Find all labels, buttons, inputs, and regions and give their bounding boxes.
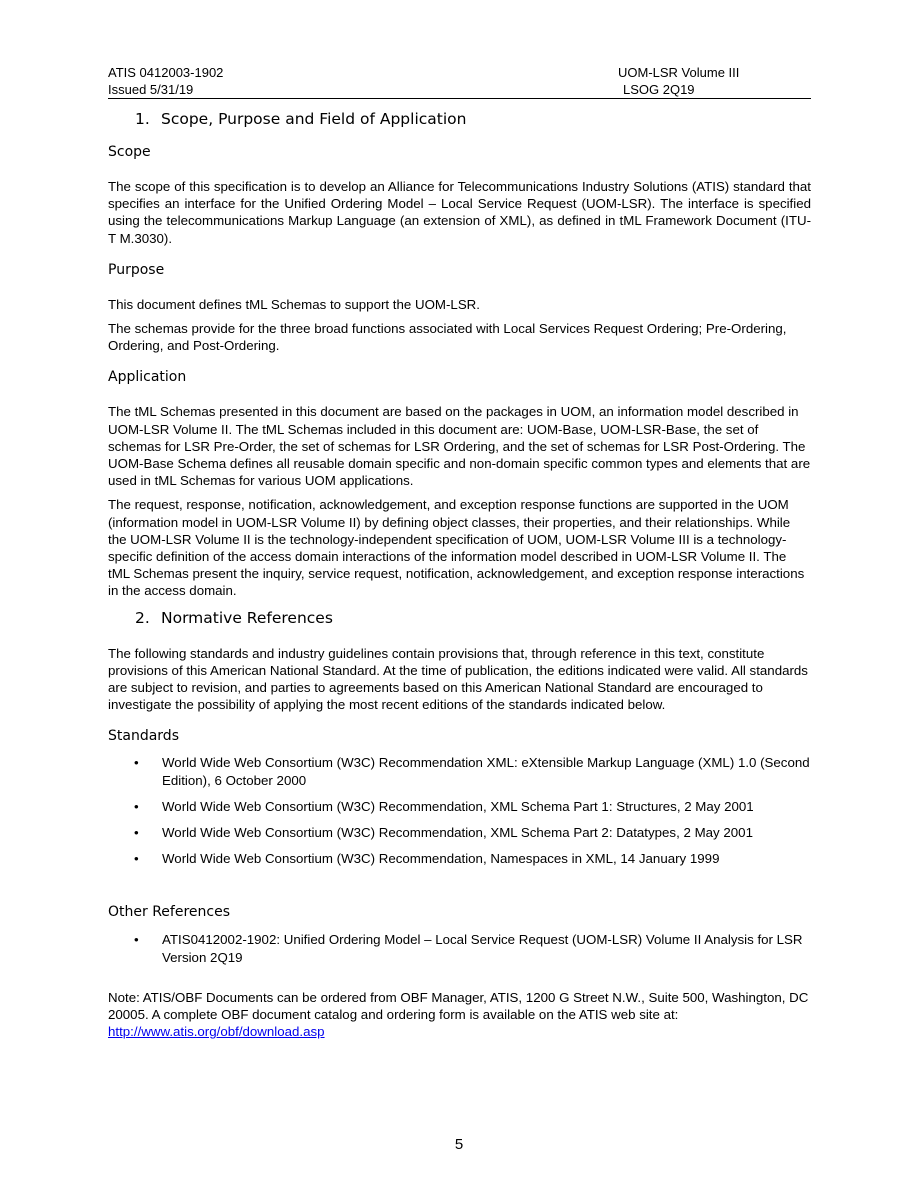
standard-text: World Wide Web Consortium (W3C) Recommendation XML: eXtensible Markup Language (XML) 1.0 (Second Edition), 6 October 2000 <box>162 755 810 788</box>
release-label: LSOG 2Q19 <box>623 82 695 97</box>
header-left <box>108 64 223 98</box>
standard-text: World Wide Web Consortium (W3C) Recommendation, Namespaces in XML, 14 January 1999 <box>162 851 720 867</box>
standard-text: World Wide Web Consortium (W3C) Recommendation, XML Schema Part 1: Structures, 2 May 2001 <box>162 798 754 814</box>
page-number: 5 <box>454 1136 464 1153</box>
purpose-paragraph-2: The schemas provide for the three broad functions associated with Local Services Request Ordering; Pre-Ordering, Ordering, and Post-Ordering. <box>108 321 787 354</box>
list-item <box>108 931 811 965</box>
list-item <box>108 754 811 788</box>
references-intro: The following standards and industry guidelines contain provisions that, through reference in this text, constitute provisions of this American National Standard. At the time of publication, the editions indicated were valid. All standards are subject to revision, and parties to agreements based on this American National Standard are encouraged to investigate the possibility of applying the most recent editions of the standards indicated below. <box>108 645 808 713</box>
issued-date: Issued 5/31/19 <box>108 82 194 97</box>
document-page <box>108 64 811 1041</box>
section-2-title: Normative References <box>161 608 333 627</box>
scope-heading: Scope <box>108 144 151 160</box>
bullet-icon: • <box>134 932 139 948</box>
bullet-icon: • <box>134 755 139 771</box>
standards-heading: Standards <box>108 728 179 745</box>
application-paragraph-2: The request, response, notification, acknowledgement, and exception response functions are supported in the UOM (information model in UOM-LSR Volume II) by defining object classes, their properties, and their relationships. While the UOM-LSR Volume II is the technology-independent specification of UOM, UOM-LSR Volume III is a technology-specific definition of the access domain interactions of the information model described in UOM-LSR Volume II. The tML Schemas present the inquiry, service request, notification, acknowledgement, and exception response interactions in the access domain. <box>108 497 805 599</box>
application-paragraph-1: The tML Schemas presented in this document are based on the packages in UOM, an information model described in UOM-LSR Volume II. The tML Schemas included in this document are: UOM-Base, UOM-LSR-Base, the set of schemas for LSR Pre-Order, the set of schemas for LSR Ordering, and the set of schemas for LSR Post-Ordering. The UOM-Base Schema defines all reusable domain specific and non-domain specific common types and elements that are used in tML Schemas for various UOM applications. <box>108 404 811 489</box>
list-item <box>108 850 811 867</box>
volume-title: UOM-LSR Volume III <box>618 65 740 80</box>
section-2-number: 2. <box>135 608 150 627</box>
list-item <box>108 798 811 815</box>
section-1-title: Scope, Purpose and Field of Application <box>161 110 467 128</box>
doc-id: ATIS 0412003-1902 <box>108 65 224 80</box>
download-link[interactable]: http://www.atis.org/obf/download.asp <box>108 1024 325 1040</box>
bullet-icon: • <box>134 825 139 841</box>
header-right <box>618 64 739 98</box>
application-heading: Application <box>108 369 187 386</box>
note-paragraph <box>108 989 811 1041</box>
page-header <box>108 64 811 99</box>
bullet-icon: • <box>134 798 139 814</box>
section-1-number: 1. <box>135 110 150 128</box>
other-references-list <box>108 931 811 965</box>
section-1-heading <box>135 109 811 129</box>
bullet-icon: • <box>134 851 139 867</box>
section-2-heading <box>135 608 811 628</box>
scope-paragraph: The scope of this specification is to develop an Alliance for Telecommunications Industry Solutions (ATIS) standard that specifies an interface for the Unified Ordering Model – Local Service Request (UOM-LSR). The interface is specified using the telecommunications Markup Language (an extension of XML), as defined in tML Framework Document (ITU-T M.3030). <box>108 179 811 246</box>
note-text: Note: ATIS/OBF Documents can be ordered from OBF Manager, ATIS, 1200 G Street N.W., Suite 500, Washington, DC 20005. A complete OBF document catalog and ordering form is available on the ATIS web site at: <box>108 989 809 1023</box>
purpose-heading: Purpose <box>108 261 165 278</box>
standard-text: World Wide Web Consortium (W3C) Recommendation, XML Schema Part 2: Datatypes, 2 May 2001 <box>162 825 753 841</box>
purpose-paragraph-1: This document defines tML Schemas to support the UOM-LSR. <box>108 296 480 312</box>
list-item <box>108 824 811 841</box>
other-references-heading: Other References <box>108 904 230 921</box>
reference-text: ATIS0412002-1902: Unified Ordering Model – Local Service Request (UOM-LSR) Volume II Analysis for LSR Version 2Q19 <box>162 932 803 965</box>
standards-list <box>108 754 811 867</box>
